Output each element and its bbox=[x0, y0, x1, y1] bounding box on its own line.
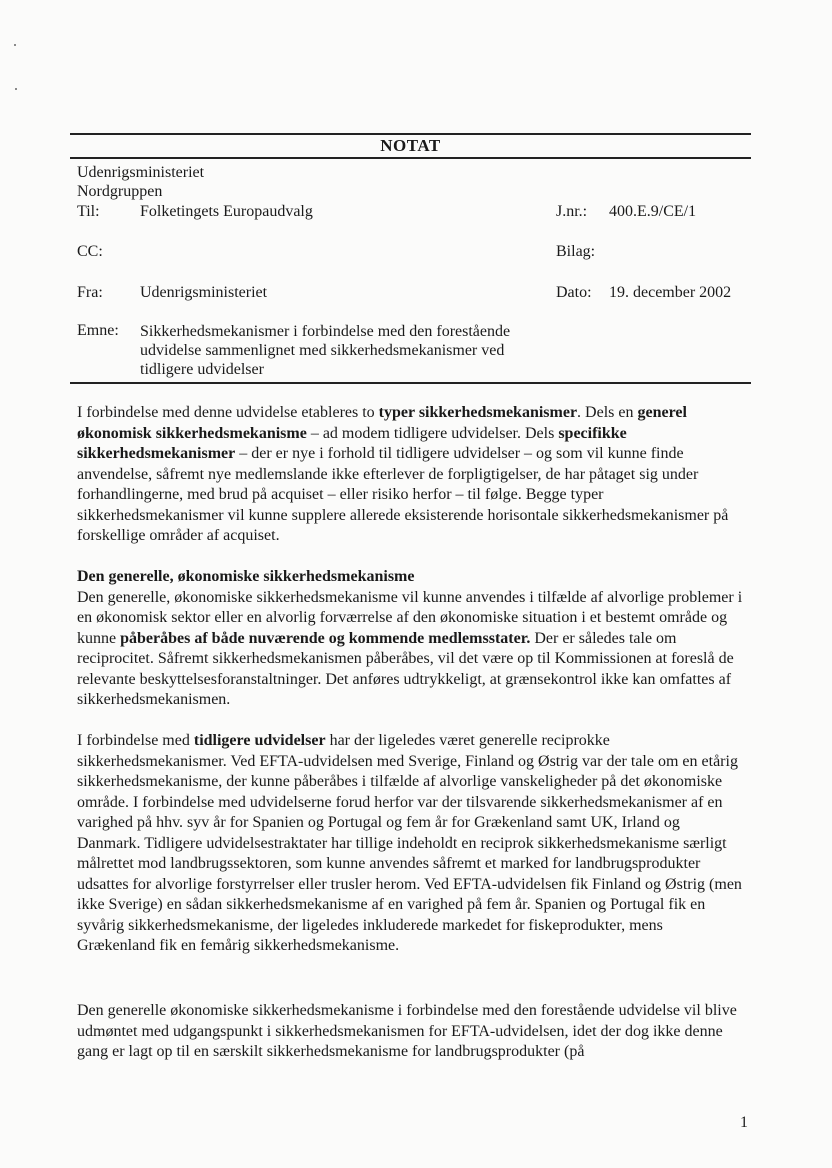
text-span: I forbindelse med denne udvidelse etableres to bbox=[77, 404, 379, 421]
jnr-label: J.nr.: bbox=[556, 203, 588, 220]
text-span: – der er nye i forhold til tidligere udvidelser – og som vil kunne finde anvendelse, såfremt nye medlemslande ikke efterlever de forpligtigelser, de har påtaget sig under forhandlingerne, med brud på acquiset – eller risiko herfor – til følge. Begge typer sikkerhedsmekanismer vil kunne supplere allerede eksisterende horisontale sikkerhedsmekanismer på forskellige områder af acquiset. bbox=[77, 445, 729, 544]
page-number: 1 bbox=[740, 1114, 748, 1131]
sender-line-ministry: Udenrigsministeriet bbox=[77, 164, 205, 181]
scan-speck bbox=[15, 88, 17, 90]
emne-value: Sikkerhedsmekanismer i forbindelse med den forestående udvidelse sammenlignet med sikkerhedsmekanismer ved tidligere udvidelser bbox=[140, 323, 511, 378]
text-span: Der er således tale om reciprocitet. Såfremt sikkerhedsmekanismen påberåbes, vil det være op til Kommissionen at foreslå de relevante beskyttelsesforanstaltninger. Det anføres udtrykkeligt, at grænsekontrol ikke kan omfattes af sikkerhedsmekanismen. bbox=[77, 629, 734, 708]
memo-title: NOTAT bbox=[380, 136, 441, 155]
title-rule bbox=[70, 157, 751, 159]
top-rule bbox=[70, 133, 751, 135]
paragraph-text: Den generelle økonomiske sikkerhedsmekanisme i forbindelse med den forestående udvidelse vil blive udmøntet med udgangspunkt i sikkerhedsmekanismen for EFTA-udvidelsen, idet der dog ikke denne gang er lagt op til en særskilt sikkerhedsmekanisme for landbrugsprodukter (på bbox=[77, 1002, 737, 1060]
jnr-value: 400.E.9/CE/1 bbox=[609, 203, 697, 220]
emne-label: Emne: bbox=[77, 322, 119, 339]
paragraph-previous-enlargements bbox=[77, 731, 745, 957]
emphasis-span: påberåbes af både nuværende og kommende medlemsstater. bbox=[120, 629, 531, 647]
emphasis-span: tidligere udvidelser bbox=[193, 732, 326, 749]
sender-line-department: Nordgruppen bbox=[77, 183, 163, 200]
emphasis-span: generel økonomisk sikkerhedsmekanisme bbox=[77, 404, 687, 442]
section-heading: Den generelle, økonomiske sikkerhedsmekanisme bbox=[77, 568, 415, 585]
emphasis-span: typer sikkerhedsmekanismer bbox=[378, 404, 578, 421]
text-span: I forbindelse med bbox=[77, 732, 194, 749]
emphasis-span: specifikke sikkerhedsmekanismer bbox=[77, 424, 627, 462]
cc-label: CC: bbox=[77, 243, 103, 260]
til-label: Til: bbox=[77, 203, 100, 220]
fra-value: Udenrigsministeriet bbox=[140, 284, 268, 301]
text-span: . Dels en bbox=[577, 404, 638, 421]
dato-value: 19. december 2002 bbox=[609, 284, 732, 301]
text-span: Den generelle, økonomiske sikkerhedsmekanisme vil kunne anvendes i tilfælde af alvorlige problemer i en økonomisk sektor eller en alvorlig forværrelse af den økonomiske situation i et bestemt område og kunne bbox=[77, 588, 743, 647]
header-bottom-rule bbox=[70, 382, 751, 384]
scan-speck bbox=[14, 44, 16, 46]
paragraph-types bbox=[77, 403, 745, 547]
dato-label: Dato: bbox=[556, 284, 592, 301]
til-value: Folketingets Europaudvalg bbox=[140, 203, 313, 220]
text-span: – ad modem tidligere udvidelser. Dels bbox=[306, 424, 559, 442]
text-span: har der ligeledes været generelle reciprokke sikkerhedsmekanismer. Ved EFTA-udvidelsen med Sverige, Finland og Østrig var der tale om en etårig sikkerhedsmekanisme, der kunne påberåbes i tilfælde af alvorlige vanskeligheder på det økonomiske område. I forbindelse med udvidelserne forud herfor var der tilsvarende sikkerhedsmekanismer af en varighed på hhv. syv år for Spanien og Portugal og fem år for Grækenland samt UK, Irland og Danmark. Tidligere udvidelsestraktater har tillige indeholdt en reciprok sikkerhedsmekanisme særligt målrettet mod landbrugssektoren, som kunne anvendes såfremt et marked for landbrugsprodukter udsattes for alvorlige forstyrrelser eller trusler herom. Ved EFTA-udvidelsen fik Finland og Østrig (men ikke Sverige) en sådan sikkerhedsmekanisme af en varighed på fem år. Spanien og Portugal fik en syvårig sikkerhedsmekanisme, der ligeledes inkluderede markedet for fiskeprodukter, mens Grækenland fik en femårig sikkerhedsmekanisme. bbox=[77, 732, 742, 954]
paragraph-forthcoming-enlargement bbox=[77, 1001, 745, 1063]
section-general-mechanism bbox=[77, 567, 745, 711]
bilag-label: Bilag: bbox=[556, 243, 596, 260]
fra-label: Fra: bbox=[77, 284, 103, 301]
